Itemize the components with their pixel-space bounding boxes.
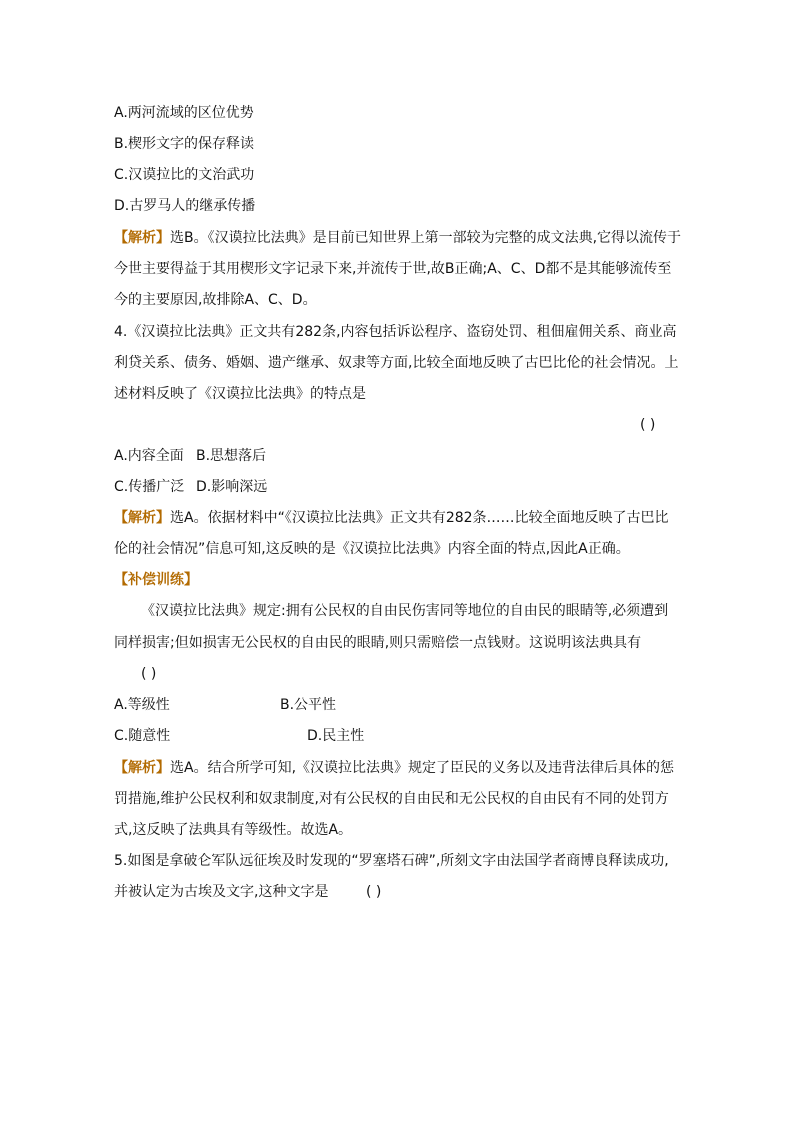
extra-training-tag: 【补偿训练】 <box>114 572 198 588</box>
analysis-tag: 【解析】 <box>114 230 170 246</box>
q4-stem-line-1: 4.《汉谟拉比法典》正文共有282条,内容包括诉讼程序、盗窃处罚、租佃雇佣关系、商业高 <box>114 324 677 340</box>
q4-stem-line-2: 利贷关系、债务、婚姻、遗产继承、奴隶等方面,比较全面地反映了古巴比伦的社会情况。上 <box>114 355 679 371</box>
q3-analysis-line-1 <box>114 228 681 248</box>
q3-option-d: D.古罗马人的继承传播 <box>114 198 256 214</box>
analysis-tag: 【解析】 <box>114 760 170 776</box>
q4-answer-paren: ( ) <box>640 417 656 433</box>
q5-stem-line-2 <box>114 882 534 902</box>
extra-analysis-line-3: 式,这反映了法典具有等级性。故选A。 <box>114 822 353 838</box>
q5-stem-text-2: 并被认定为古埃及文字,这种文字是 <box>114 884 329 900</box>
q3-analysis-line-2: 今世主要得益于其用楔形文字记录下来,并流传于世,故B正确;A、C、D都不是其能够流传至 <box>114 261 672 277</box>
extra-option-c: C.随意性 <box>114 728 171 744</box>
q3-option-c: C.汉谟拉比的文治武功 <box>114 167 255 183</box>
q5-stem-line-1: 5.如图是拿破仑军队远征埃及时发现的“罗塞塔石碑”,所刻文字由法国学者商博良释读成功, <box>114 853 669 869</box>
extra-analysis-text-1: 选A。结合所学可知,《汉谟拉比法典》规定了臣民的义务以及违背法律后具体的惩 <box>170 760 675 776</box>
q3-option-a: A.两河流域的区位优势 <box>114 105 254 121</box>
q4-option-a: A.内容全面 <box>114 448 184 464</box>
extra-options-row-2 <box>114 726 514 746</box>
extra-stem-line-2: 同样损害;但如损害无公民权的自由民的眼睛,则只需赔偿一点钱财。这说明该法典具有 <box>114 635 642 651</box>
q4-option-d: D.影响深远 <box>196 479 268 495</box>
q4-option-b: B.思想落后 <box>196 448 267 464</box>
extra-option-a: A.等级性 <box>114 697 170 713</box>
q4-options-row-1 <box>114 446 414 466</box>
extra-options-row-1 <box>114 695 514 715</box>
q4-analysis-line-2: 伦的社会情况”信息可知,这反映的是《汉谟拉比法典》内容全面的特点,因此A正确。 <box>114 541 630 557</box>
extra-option-b: B.公平性 <box>280 697 337 713</box>
extra-option-d: D.民主性 <box>307 728 365 744</box>
q3-analysis-text-1: 选B。《汉谟拉比法典》是目前已知世界上第一部较为完整的成文法典,它得以流传于 <box>170 230 682 246</box>
q4-analysis-line-1 <box>114 508 669 528</box>
extra-stem-line-1: 《汉谟拉比法典》规定:拥有公民权的自由民伤害同等地位的自由民的眼睛等,必须遭到 <box>141 603 669 619</box>
extra-analysis-line-1 <box>114 758 674 778</box>
extra-analysis-line-2: 罚措施,维护公民权利和奴隶制度,对有公民权的自由民和无公民权的自由民有不同的处罚方 <box>114 791 669 807</box>
extra-answer-row <box>0 664 794 684</box>
q4-options-row-2 <box>114 477 414 497</box>
q4-analysis-text-1: 选A。依据材料中“《汉谟拉比法典》正文共有282条……比较全面地反映了古巴比 <box>170 510 669 526</box>
q3-option-b: B.楔形文字的保存释读 <box>114 136 255 152</box>
analysis-tag: 【解析】 <box>114 510 170 526</box>
q4-answer-row <box>0 415 794 435</box>
q3-analysis-line-3: 今的主要原因,故排除A、C、D。 <box>114 292 317 308</box>
extra-answer-paren: ( ) <box>141 666 157 682</box>
q4-stem-line-3: 述材料反映了《汉谟拉比法典》的特点是 <box>114 386 366 402</box>
q5-answer-paren: ( ) <box>366 884 382 900</box>
q4-option-c: C.传播广泛 <box>114 479 185 495</box>
